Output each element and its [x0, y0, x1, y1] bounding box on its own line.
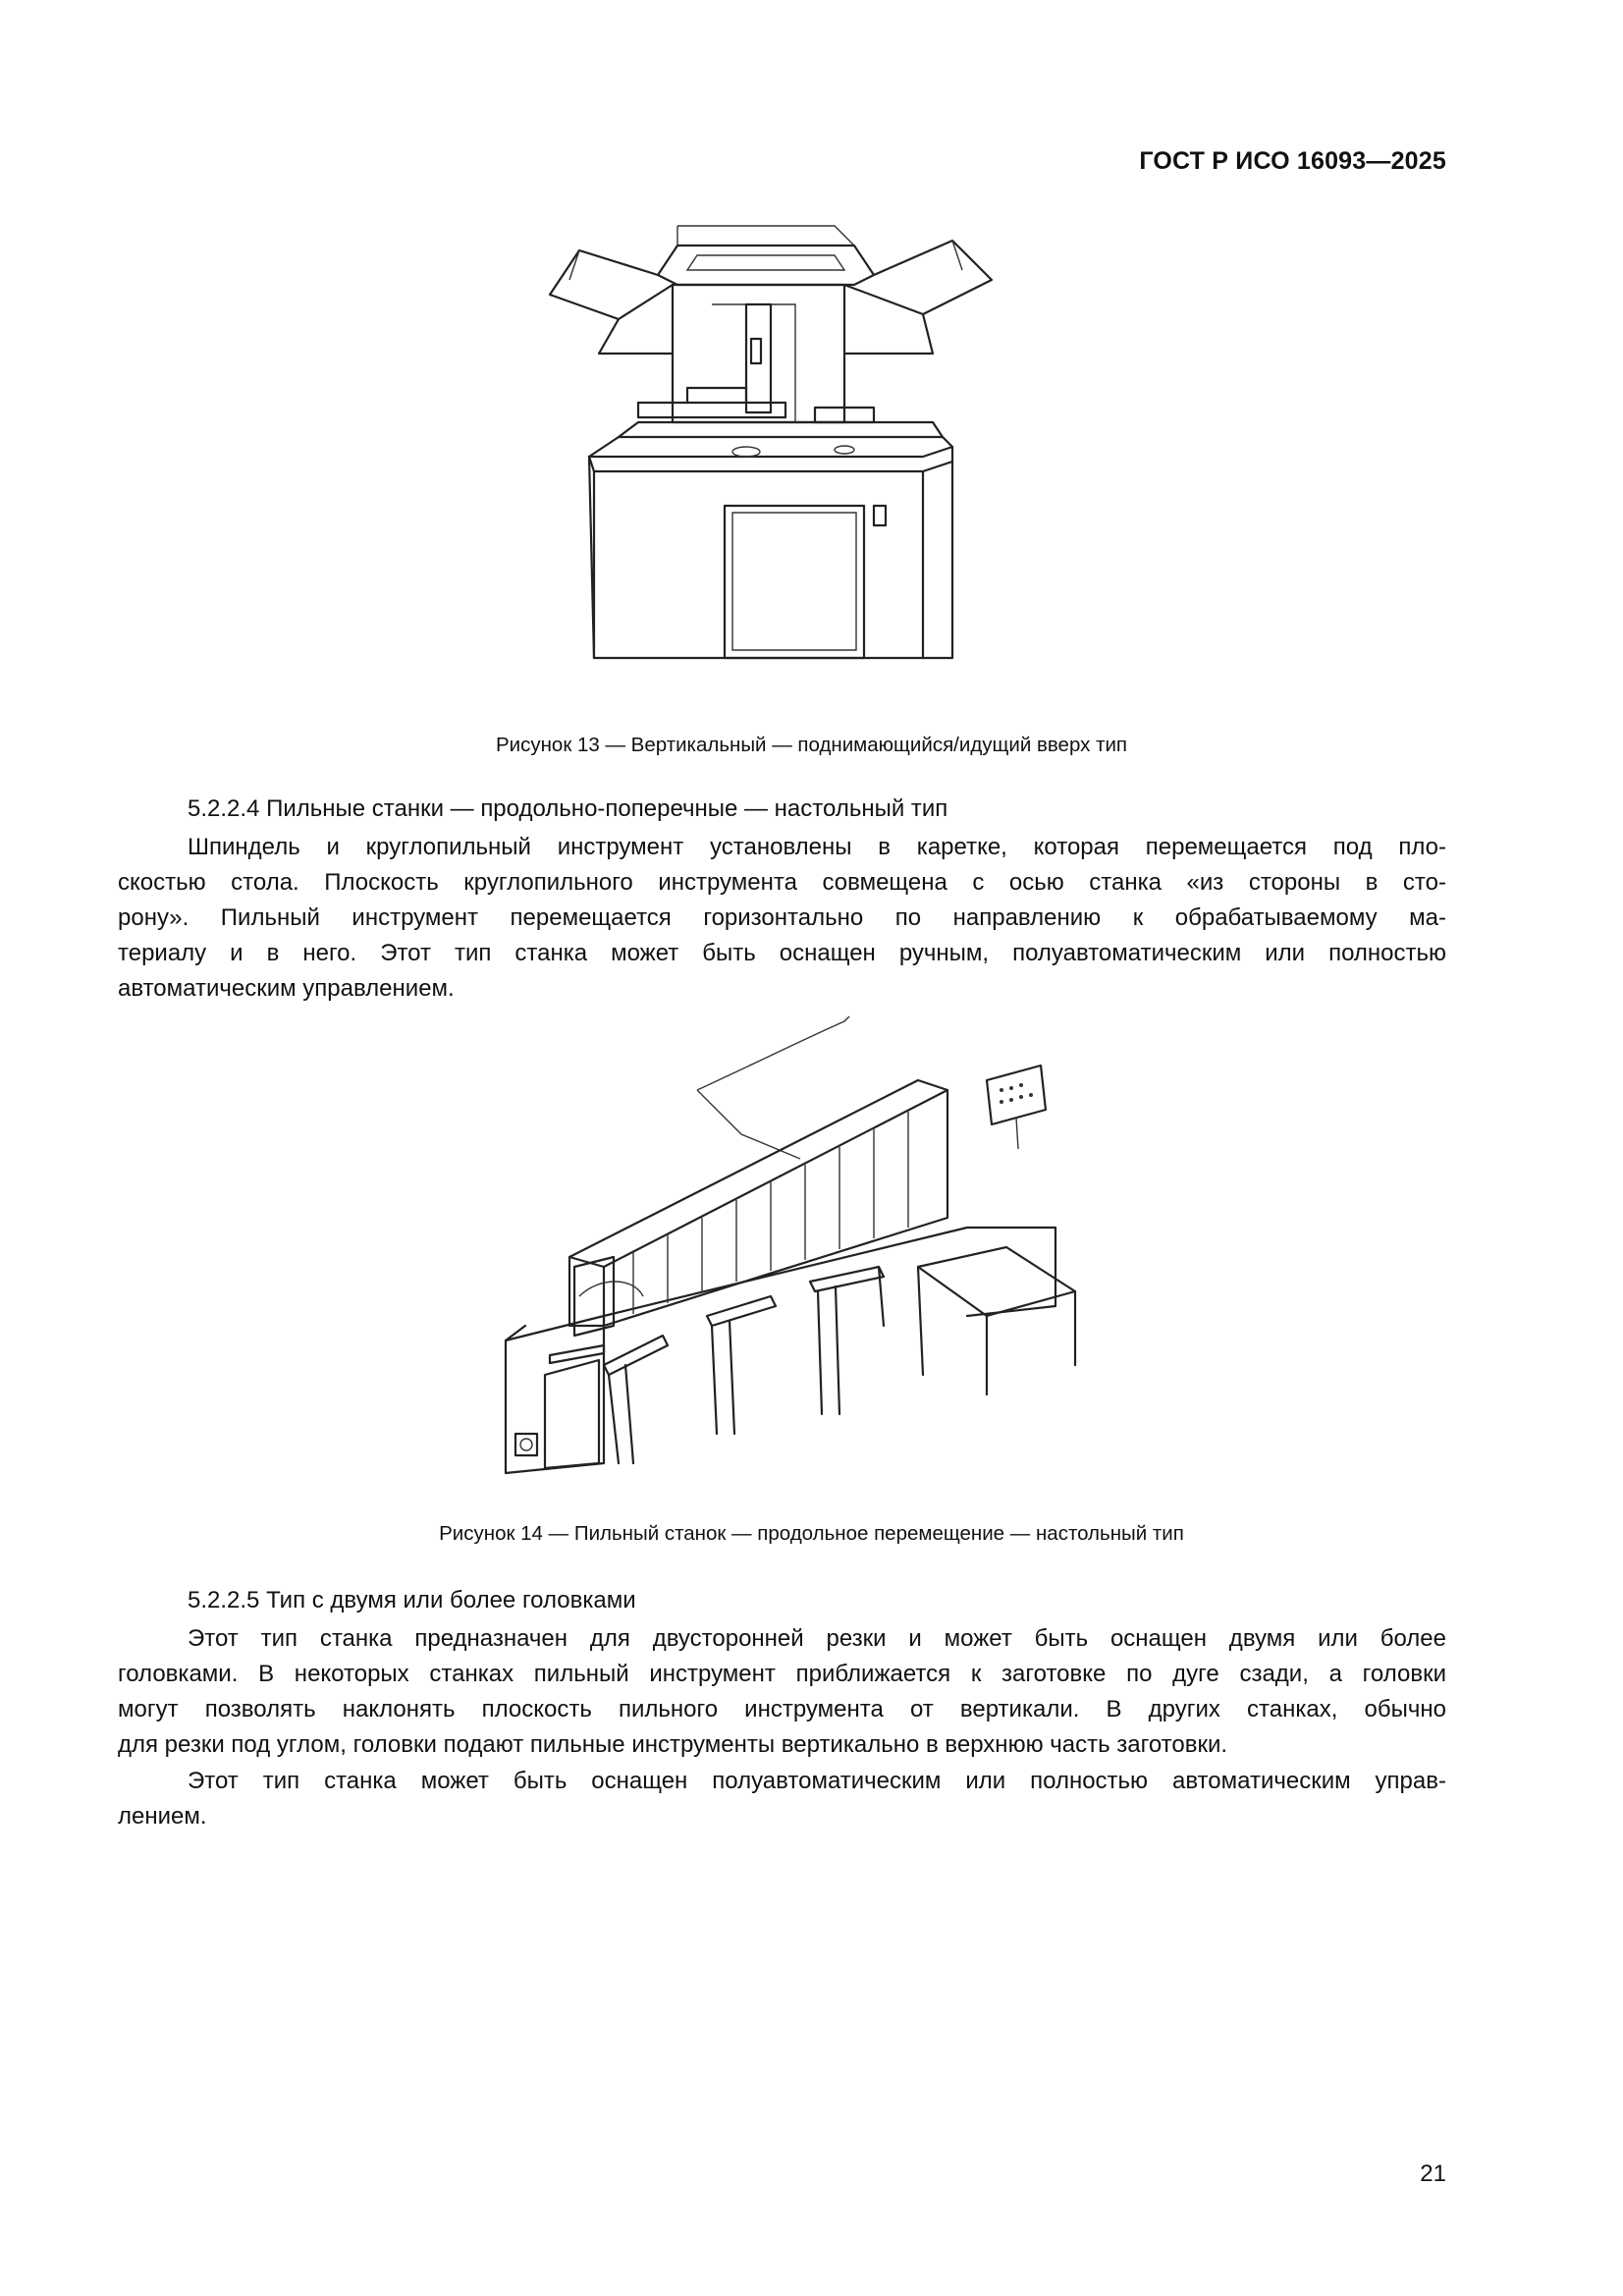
- paragraph-line: скостью стола. Плоскость круглопильного инструмента совмещена с осью станка «из стороны в сто-: [118, 869, 1446, 896]
- paragraph-line: автоматическим управлением.: [118, 975, 455, 1002]
- page-number: 21: [1420, 2160, 1446, 2187]
- document-id-header: ГОСТ Р ИСО 16093—2025: [1139, 147, 1446, 175]
- section-5224-heading: 5.2.2.4 Пильные станки — продольно-поперечные — настольный тип: [188, 795, 948, 822]
- section-5225-paragraph-1: [118, 1621, 1446, 1763]
- paragraph-line: головками. В некоторых станках пильный инструмент приближается к заготовке по дуге сзади, а головки: [118, 1661, 1446, 1687]
- paragraph-line: териалу и в него. Этот тип станка может быть оснащен ручным, полуавтоматическим или полностью: [118, 940, 1446, 966]
- paragraph-line: лением.: [118, 1803, 207, 1830]
- vertical-saw-illustration: [540, 226, 1031, 697]
- paragraph-line: Этот тип станка может быть оснащен полуавтоматическим или полностью автоматическим управ-: [188, 1768, 1446, 1794]
- paragraph-line: для резки под углом, головки подают пильные инструменты вертикально в верхнюю часть заготовки.: [118, 1731, 1228, 1758]
- figure-14-panel-saw-drawing: [506, 1002, 1109, 1483]
- section-5224-paragraph: [118, 830, 1446, 1007]
- paragraph-line: рону». Пильный инструмент перемещается горизонтально по направлению к обрабатываемому ма-: [118, 904, 1446, 931]
- panel-saw-illustration: [506, 1002, 1109, 1483]
- figure-13-caption: Рисунок 13 — Вертикальный — поднимающийся/идущий вверх тип: [495, 734, 1128, 756]
- paragraph-line: могут позволять наклонять плоскость пильного инструмента от вертикали. В других станках, обычно: [118, 1696, 1446, 1722]
- figure-13-vertical-saw-drawing: [540, 226, 1031, 697]
- section-5225-paragraph-2: [118, 1764, 1446, 1834]
- paragraph-line: Шпиндель и круглопильный инструмент установлены в каретке, которая перемещается под пло-: [188, 834, 1446, 860]
- section-5225-heading: 5.2.2.5 Тип с двумя или более головками: [188, 1587, 636, 1613]
- figure-14-caption: Рисунок 14 — Пильный станок — продольное перемещение — настольный тип: [439, 1522, 1184, 1545]
- paragraph-line: Этот тип станка предназначен для двусторонней резки и может быть оснащен двумя или более: [188, 1625, 1446, 1652]
